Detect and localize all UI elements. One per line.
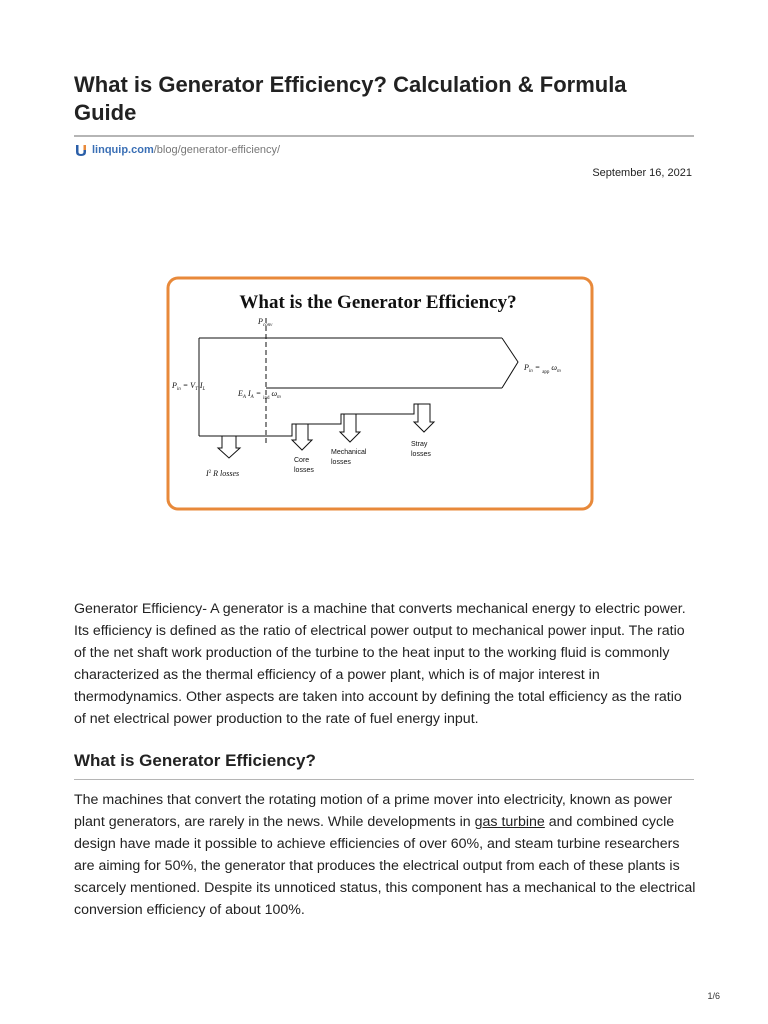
intro-paragraph: Generator Efficiency- A generator is a machine that converts mechanical energy to electric power. Its efficiency is defined as the ratio of electrical power output to mechanical power input. The ratio of the net shaft work production of the turbine to the heat input to the working fluid is commonly characterized as the thermal efficiency of a power plant, which is of major interest in thermodynamics. Other aspects are taken into account by defining the total efficiency as the ratio of net electrical power production to the rate of fuel energy input. <box>74 601 686 727</box>
paragraph-text-start: The machines that convert the rotating motion of a prime mover into electricity, known as power plant generators, are rarely in the news. While developments in <box>74 792 673 830</box>
loss-label-core: Core <box>294 457 310 464</box>
gas-turbine-link[interactable]: gas turbine <box>474 814 545 830</box>
publish-date: September 16, 2021 <box>592 167 692 179</box>
linquip-logo-icon <box>74 143 88 157</box>
pin-right-label: $P_{in} = _{app}$ $\omega_m$ <box>524 363 561 375</box>
generator-efficiency-diagram <box>166 276 594 511</box>
title-divider <box>74 135 694 137</box>
loss-label-core-2: losses <box>294 467 314 474</box>
diagram-heading: What is the Generator Efficiency? <box>239 292 517 313</box>
loss-label-stray-2: losses <box>411 451 431 458</box>
section-heading: What is Generator Efficiency? <box>74 751 316 770</box>
article-title: What is Generator Efficiency? Calculation & Formula Guide <box>74 72 627 125</box>
pconv-label: $P_{conv}$ <box>258 317 273 328</box>
source-domain-link[interactable]: linquip.com <box>92 144 154 156</box>
section-paragraph <box>74 789 696 921</box>
loss-label-stray: Stray <box>411 441 428 448</box>
loss-label-mech-2: losses <box>331 459 351 466</box>
loss-label-mech: Mechanical <box>331 449 367 456</box>
ea-ia-label: $E_A$ $I_A = _{ind}$ $\omega_m$ <box>238 389 281 401</box>
section-divider <box>74 779 694 780</box>
source-path: /blog/generator-efficiency/ <box>153 144 281 156</box>
pin-left-label: $P_{in} = V_T$ $I_L$ <box>172 381 206 392</box>
source-line <box>74 142 280 158</box>
loss-label-i2r: $I^2$ R losses <box>206 469 240 478</box>
paragraph-text-end: and combined cycle design have made it possible to achieve efficiencies of over 60%, and steam turbine researchers are aiming for 50%, the generator that produces the electrical output from each of these plants is scarcely mentioned. Despite its unnoticed status, this component has a mechanical to the electrical conversion efficiency of about 100%. <box>74 814 696 918</box>
page-number: 1/6 <box>707 991 720 1001</box>
